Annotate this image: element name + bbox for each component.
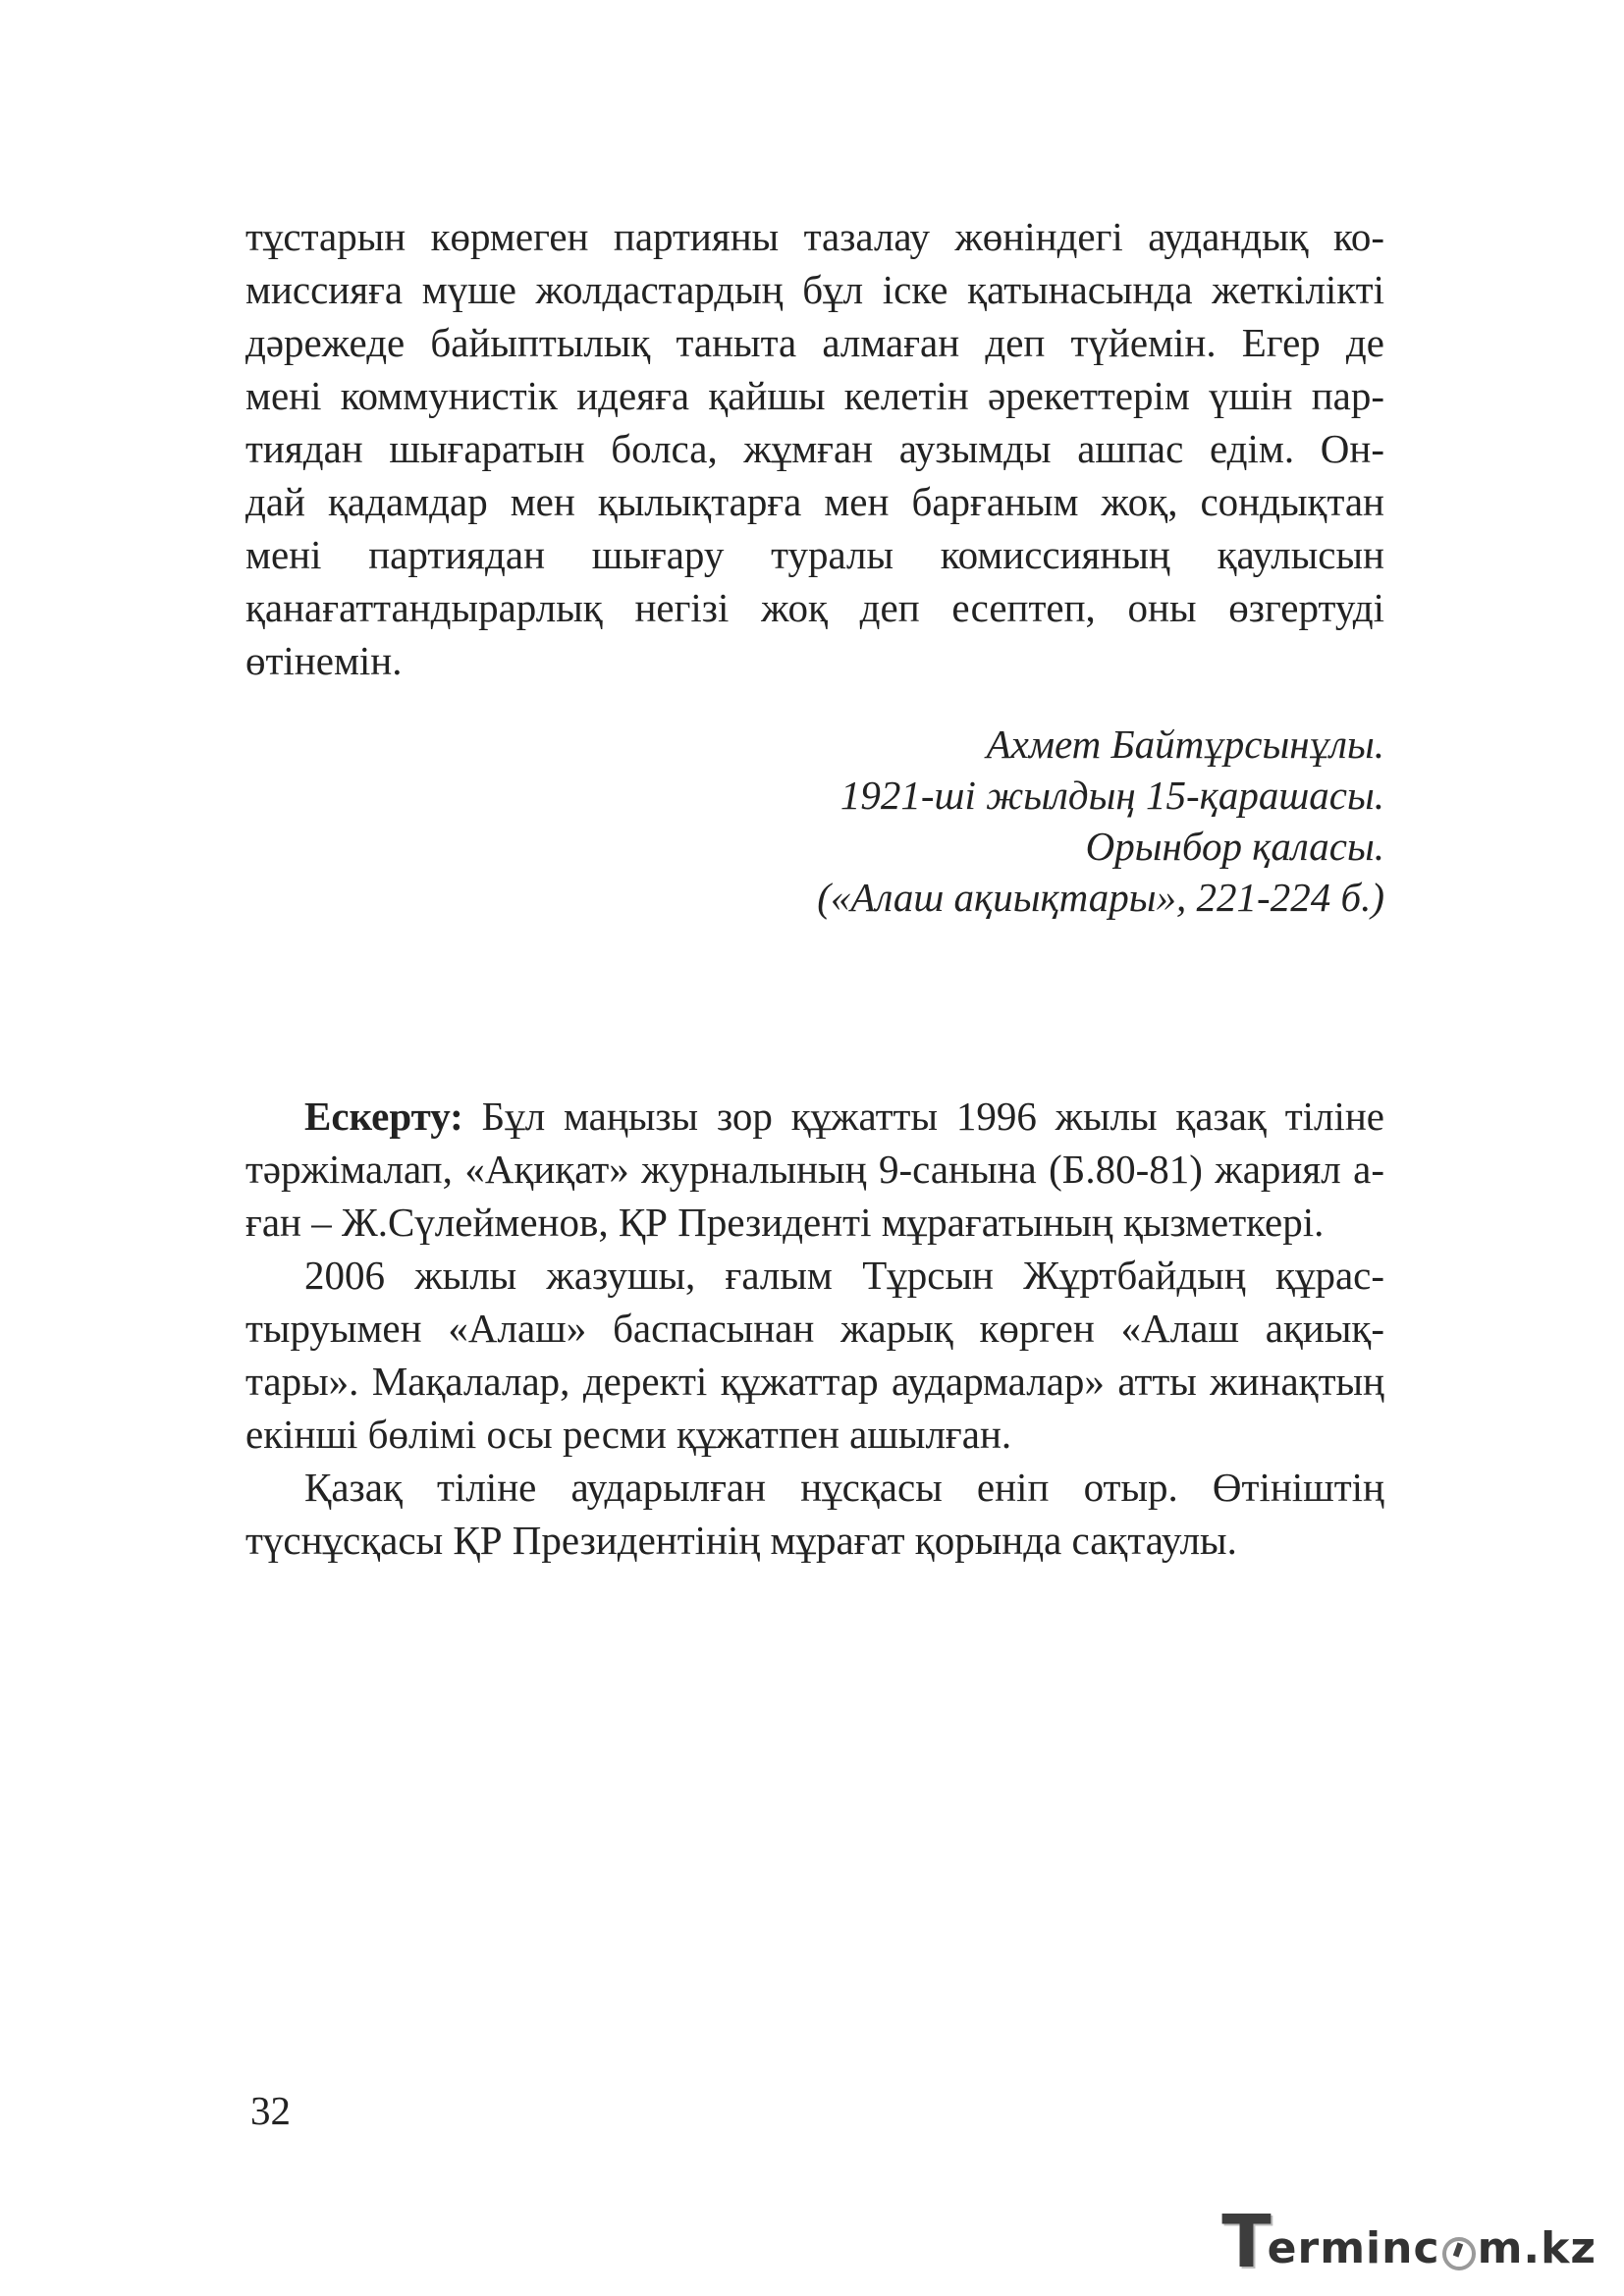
note-paragraph-2-line: тары». Мақалалар, деректі құжаттар аудармалар» атты жинақтың [245,1359,1384,1404]
signature-author: Ахмет Байтұрсынұлы. [986,721,1384,767]
watermark-text-part1: erminc [1267,2223,1440,2273]
page-number: 32 [250,2088,291,2133]
note-paragraph-2-line: 2006 жылы жазушы, ғалым Тұрсын Жұртбайдың құрас- [304,1253,1384,1298]
note-paragraph-1-line [245,1090,1384,1143]
note-label: Ескерту: [304,1094,463,1139]
note-paragraph-2-line: тыруымен «Алаш» баспасынан жарық көрген «Алаш ақиық- [245,1306,1384,1351]
note-paragraph-3-line: Қазақ тіліне аударылған нұсқасы еніп отыр. Өтініштің [304,1465,1384,1510]
note-paragraph-1-line: ған – Ж.Сүлейменов, ҚР Президенті мұрағатының қызметкері. [245,1200,1325,1245]
watermark-first-letter: T [1221,2200,1272,2284]
note-paragraph-3-line: түснұсқасы ҚР Президентінің мұрағат қорында сақтаулы. [245,1518,1237,1563]
note-block [245,1090,1384,1567]
main-text-line: миссияға мүше жолдастардың бұл іске қатынасында жеткілікті [245,267,1384,312]
main-text-line: дай қадамдар мен қылықтарға мен барғаным жоқ, сондықтан [245,479,1384,524]
watermark-text-part2: m.kz [1477,2223,1597,2273]
main-text-line: мені партиядан шығару туралы комиссияның қаулысын [245,532,1384,577]
watermark-o-icon [1442,2237,1476,2270]
main-text-block [245,210,1384,687]
main-text-line: тұстарын көрмеген партияны тазалау жөніндегі аудандық ко- [245,214,1384,259]
main-text-line: дәрежеде байыптылық таныта алмаған деп түйемін. Егер де [245,320,1384,365]
note-paragraph-2-line: екінші бөлімі осы ресми құжатпен ашылған. [245,1412,1012,1457]
note-paragraph-1-line: тәржімалап, «Ақиқат» журналының 9-санына (Б.80-81) жариял а- [245,1147,1384,1192]
signature-source: («Алаш ақиықтары», 221-224 б.) [817,875,1384,920]
note-text: Бұл маңызы зор құжатты 1996 жылы қазақ тіліне [462,1094,1384,1139]
signature-place: Орынбор қаласы. [1085,824,1384,869]
signature-date: 1921-ші жылдың 15-қарашасы. [839,773,1384,818]
termincom-watermark-logo [1221,2200,1597,2284]
signature-block [817,719,1384,923]
main-text-line: қанағаттандырарлық негізі жоқ деп есептеп, оны өзгертуді [245,585,1384,630]
main-text-line: өтінемін. [245,638,403,683]
main-text-line: мені коммунистік идеяға қайшы келетін әрекеттерім үшін пар- [245,373,1384,418]
main-text-line: тиядан шығаратын болса, жұмған аузымды ашпас едім. Он- [245,426,1384,471]
